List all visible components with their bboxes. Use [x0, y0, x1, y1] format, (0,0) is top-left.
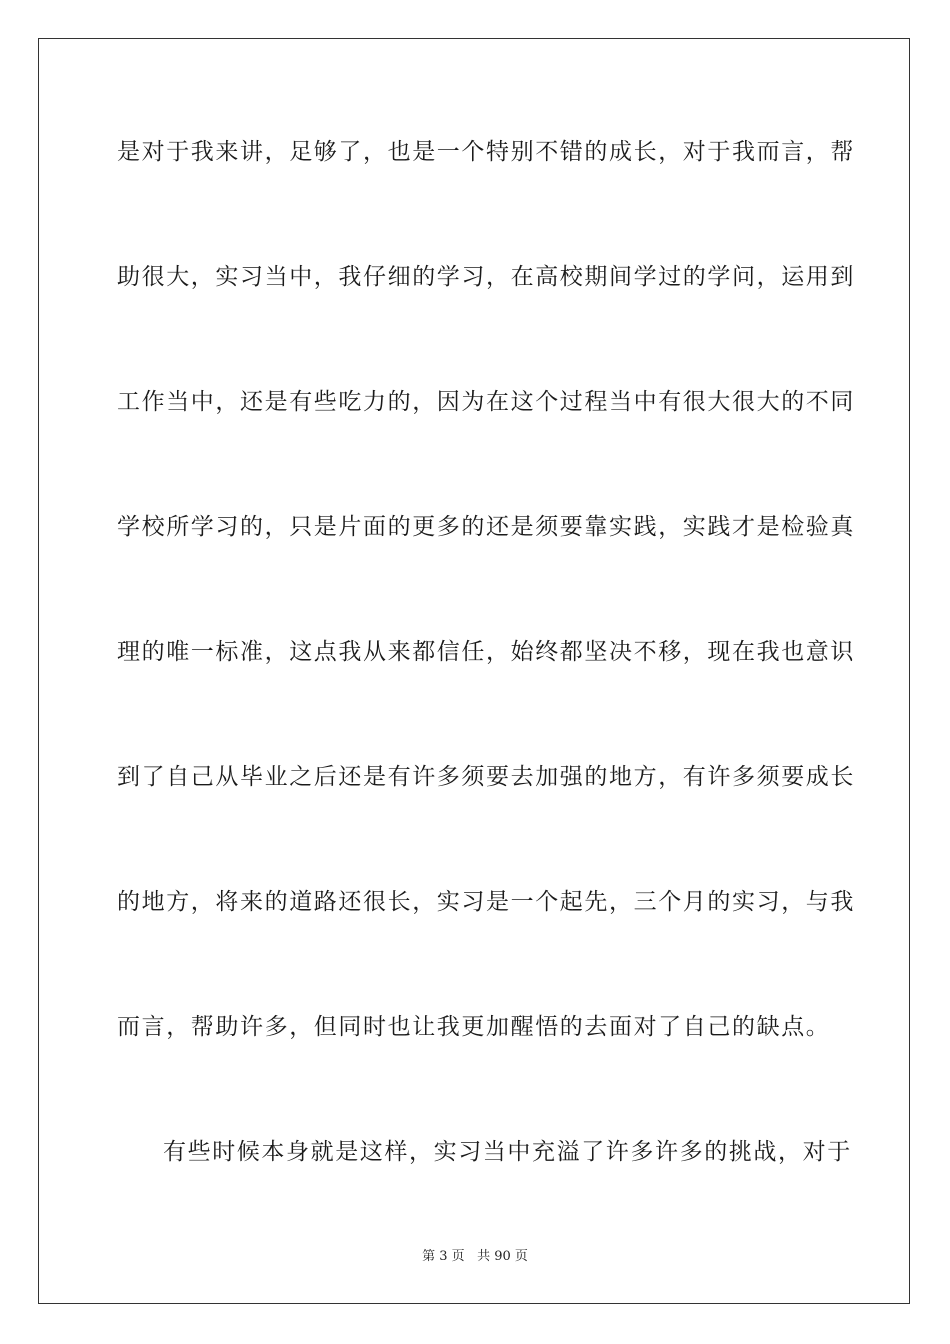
paragraph-line: 是对于我来讲，足够了，也是一个特别不错的成长，对于我而言，帮	[117, 139, 855, 165]
paragraph-line: 而言，帮助许多，但同时也让我更加醒悟的去面对了自己的缺点。	[117, 1014, 831, 1040]
paragraph-line: 到了自己从毕业之后还是有许多须要去加强的地方，有许多须要成长	[117, 764, 855, 790]
paragraph-line: 学校所学习的，只是片面的更多的还是须要靠实践，实践才是检验真	[117, 514, 855, 540]
page-number: 第 3 页	[422, 1249, 465, 1264]
paragraph-line: 理的唯一标准，这点我从来都信任，始终都坚决不移，现在我也意识	[117, 639, 855, 665]
paragraph-line: 工作当中，还是有些吃力的，因为在这个过程当中有很大很大的不同	[117, 389, 855, 415]
paragraph-line-indented: 有些时候本身就是这样，实习当中充溢了许多许多的挑战，对于	[163, 1139, 852, 1165]
paragraph-line: 助很大，实习当中，我仔细的学习，在高校期间学过的学问，运用到	[117, 264, 855, 290]
page-footer	[0, 1248, 950, 1266]
page-total: 共 90 页	[477, 1249, 528, 1264]
paragraph-line: 的地方，将来的道路还很长，实习是一个起先，三个月的实习，与我	[117, 889, 855, 915]
page-border	[38, 38, 910, 1304]
